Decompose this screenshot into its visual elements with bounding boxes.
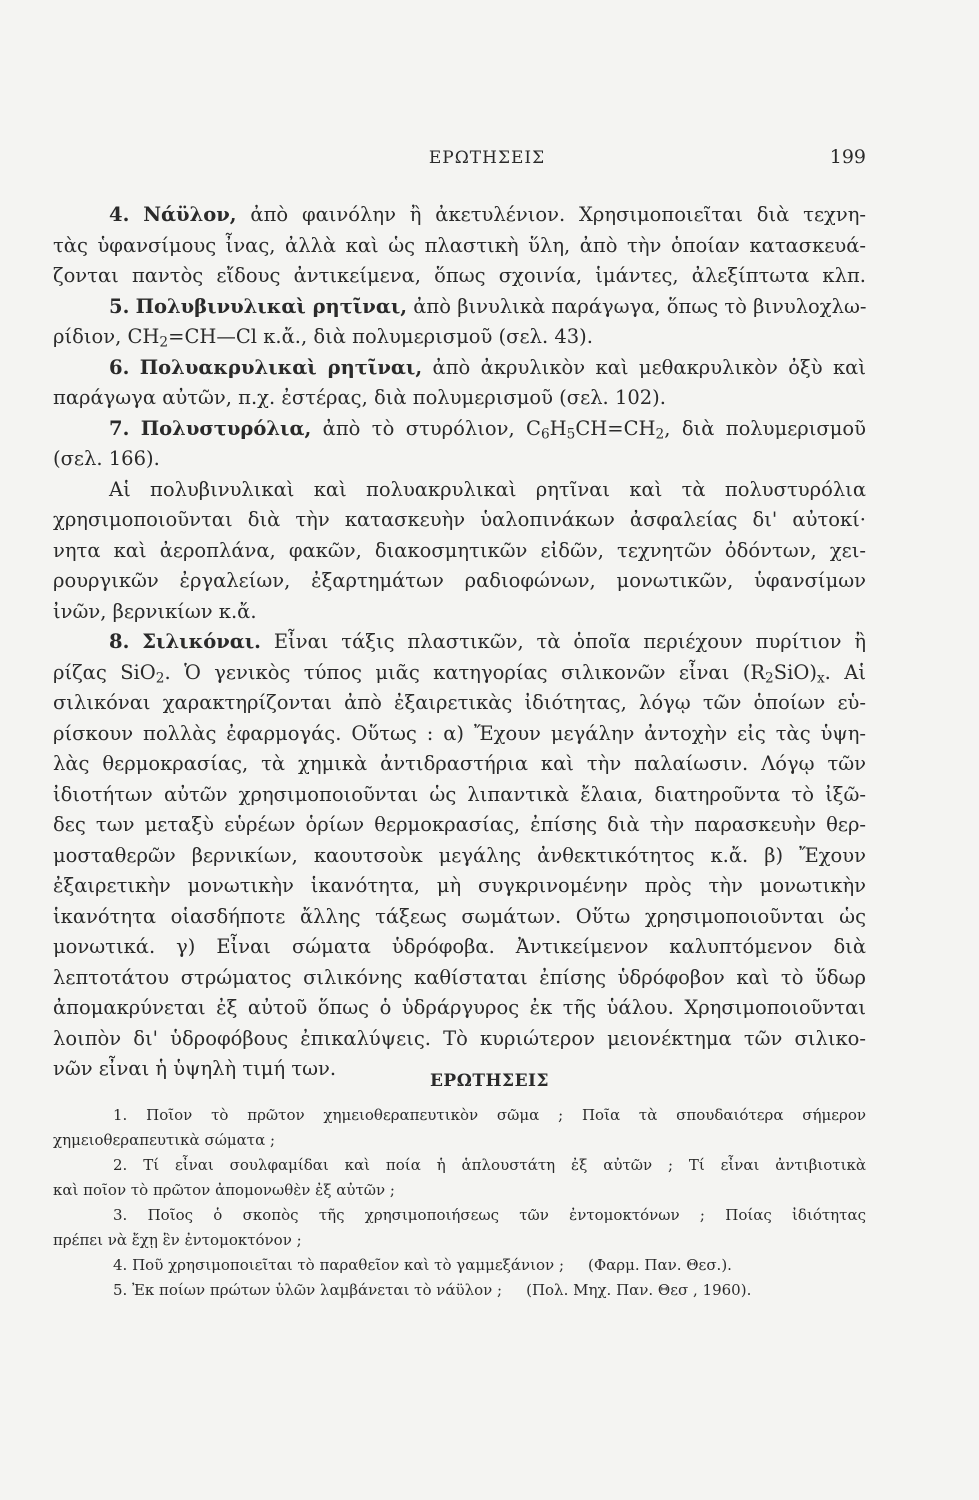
question-source: (Πολ. Μηχ. Παν. Θεσ , 1960).: [526, 1281, 752, 1299]
item-5-title: Πολυβινυλικαὶ ρητῖναι,: [135, 294, 408, 318]
text-line: ἀπομακρύνεται ἐξ αὐτοῦ ὅπως ὁ ὑδράργυρος ἐκ τῆς ὑάλου. Χρησιμοποιοῦνται: [53, 996, 866, 1019]
formula-part: . Ὁ γενικὸς τύπος μιᾶς κατηγορίας σιλικονῶν εἶναι (R: [164, 660, 766, 684]
subscript: x: [816, 669, 825, 686]
text-line: ρίσκουν πολλὰς ἐφαρμογάς. Οὕτως : α) Ἔχουν μεγάλην ἀντοχὴν εἰς τὰς ὑψη-: [53, 721, 866, 745]
question-number: 5.: [113, 1281, 128, 1299]
text-line: σιλικόναι χαρακτηρίζονται ἀπὸ ἐξαιρετικὰς ἰδιότητας, λόγῳ τῶν ὁποίων εὑ-: [53, 691, 866, 714]
question-2: [53, 1153, 866, 1178]
question-number: 4.: [113, 1256, 128, 1274]
text-line: (σελ. 166).: [53, 447, 160, 470]
formula-part: ρίδιον, CH: [53, 325, 160, 348]
subscript: 2: [159, 334, 169, 351]
formula-part: =CH—Cl κ.ἄ., διὰ πολυμερισμοῦ (σελ. 43).: [168, 325, 593, 348]
text-line: [53, 658, 866, 689]
item-7-number: 7.: [109, 416, 130, 440]
subscript: 2: [155, 669, 165, 686]
text-line: τὰς ὑφανσίμους ἶνας, ἀλλὰ καὶ ὡς πλαστικὴ ὕλη, ἀπὸ τὴν ὁποίαν κατασκευά-: [53, 233, 866, 257]
formula-part: SiO): [773, 660, 817, 684]
question-2-cont: καὶ ποῖον τὸ πρῶτον ἀπομονωθὲν ἐξ αὐτῶν ;: [53, 1181, 395, 1199]
text-line: ἐξαιρετικὴν μονωτικὴν ἱκανότητα, μὴ συγκρινομένην πρὸς τὴν μονωτικὴν: [53, 874, 866, 897]
text-line: λεπτοτάτου στρώματος σιλικόνης καθίσταται ἐπίσης ὑδρόφοβον καὶ τὸ ὕδωρ: [53, 965, 866, 989]
questions-heading: ΕΡΩΤΗΣΕΙΣ: [429, 1071, 550, 1091]
main-text: [53, 200, 866, 1085]
text-line: [53, 322, 866, 353]
formula-part: . Αἱ: [824, 660, 866, 684]
item-6-text: ἀπὸ ἀκρυλικὸν καὶ μεθακρυλικὸν ὀξὺ καὶ: [432, 355, 866, 379]
item-8-title: Σιλικόναι.: [142, 630, 261, 653]
item-5-number: 5.: [109, 294, 130, 318]
item-4-number: 4.: [109, 203, 130, 226]
question-number: 1.: [113, 1106, 128, 1124]
question-1-cont: χημειοθεραπευτικὰ σώματα ;: [53, 1131, 276, 1149]
page-number: 199: [829, 146, 866, 168]
item-7-title: Πολυστυρόλια,: [140, 416, 312, 440]
subscript: 2: [655, 425, 665, 442]
item-6-title: Πολυακρυλικαὶ ρητῖναι,: [139, 355, 423, 379]
text-line: ἱκανότητα οἱασδήποτε ἄλλης τάξεως σωμάτων. Οὕτω χρησιμοποιοῦνται ὡς: [53, 904, 866, 928]
text-line: ζονται παντὸς εἴδους ἀντικείμενα, ὅπως σχοινία, ἱμάντες, ἀλεξίπτωτα κλπ.: [53, 264, 866, 287]
text-line: χρησιμοποιοῦνται διὰ τὴν κατασκευὴν ὑαλοπινάκων ἀσφαλείας δι' αὐτοκί·: [53, 508, 866, 531]
question-3-cont: πρέπει νὰ ἔχῃ ἓν ἐντομοκτόνον ;: [53, 1231, 302, 1249]
formula-part: ἀπὸ τὸ στυρόλιον, C: [322, 416, 541, 440]
text-line: ἰνῶν, βερνικίων κ.ἄ.: [53, 599, 257, 623]
item-8-text: Εἶναι τάξις πλαστικῶν, τὰ ὁποῖα περιέχουν πυρίτιον ἢ: [273, 630, 867, 653]
item-4-title: Νάϋλον,: [143, 203, 237, 226]
item-6-line: [53, 353, 866, 384]
question-1: [53, 1103, 866, 1128]
running-title: ΕΡΩΤΗΣΕΙΣ: [428, 148, 546, 168]
question-4: [53, 1253, 866, 1278]
question-text: Ποῖον τὸ πρῶτον χημειοθεραπευτικὸν σῶμα ; Ποῖα τὰ σπουδαιότερα σήμερον: [146, 1106, 867, 1124]
formula-part: CH=CH: [575, 416, 656, 440]
text-line: νητα καὶ ἀεροπλάνα, φακῶν, διακοσμητικῶν εἰδῶν, τεχνητῶν ὀδόντων, χει-: [53, 538, 866, 562]
item-4-line: [53, 200, 866, 231]
text-line: δες των μεταξὺ εὑρέων ὁρίων θερμοκρασίας, ἐπίσης διὰ τὴν παρασκευὴν θερ-: [53, 813, 866, 836]
item-7-line: [53, 414, 866, 445]
question-number: 3.: [113, 1206, 128, 1224]
item-6-number: 6.: [109, 355, 130, 379]
question-3: [53, 1203, 866, 1228]
question-source: (Φαρμ. Παν. Θεσ.).: [588, 1256, 732, 1274]
text-line: νῶν εἶναι ἡ ὑψηλὴ τιμή των.: [53, 1057, 337, 1080]
subscript: 6: [540, 425, 550, 442]
item-7-text: [323, 417, 866, 440]
item-8-line: [53, 627, 866, 658]
subscript: 2: [765, 669, 774, 686]
item-5-text: ἀπὸ βινυλικὰ παράγωγα, ὅπως τὸ βινυλοχλω-: [413, 294, 867, 318]
subscript: 5: [566, 425, 576, 442]
item-8-number: 8.: [109, 630, 130, 653]
formula-part: ρίζας SiO: [53, 660, 156, 684]
question-text: Ποῦ χρησιμοποιεῖται τὸ παραθεῖον καὶ τὸ γαμμεξάνιον ;: [132, 1256, 564, 1274]
question-text: Ποῖος ὁ σκοπὸς τῆς χρησιμοποιήσεως τῶν ἐντομοκτόνων ; Ποίας ἰδιότητας: [147, 1206, 866, 1224]
text-line: λοιπὸν δι' ὑδροφόβους ἐπικαλύψεις. Τὸ κυριώτερον μειονέκτημα τῶν σιλικο-: [53, 1026, 866, 1050]
text-line: ἰδιοτήτων αὐτῶν χρησιμοποιοῦνται ὡς λιπαντικὰ ἔλαια, διατηροῦντα τὸ ἰξῶ-: [53, 782, 866, 806]
text-line: μοσταθερῶν βερνικίων, καουτσοὺκ μεγάλης ἀνθεκτικότητος κ.ἄ. β) Ἔχουν: [53, 843, 866, 867]
text-line: παράγωγα αὐτῶν, π.χ. ἐστέρας, διὰ πολυμερισμοῦ (σελ. 102).: [53, 386, 666, 409]
question-text: Ἐκ ποίων πρώτων ὑλῶν λαμβάνεται τὸ νάϋλον ;: [132, 1281, 503, 1299]
questions-list: [53, 1103, 866, 1303]
question-5: [53, 1278, 866, 1303]
formula-part: , διὰ πολυμερισμοῦ: [664, 416, 866, 440]
text-line: ρουργικῶν ἐργαλείων, ἐξαρτημάτων ραδιοφώνων, μονωτικῶν, ὑφανσίμων: [53, 569, 866, 592]
question-text: Τί εἶναι σουλφαμίδαι καὶ ποία ἡ ἁπλουστάτη ἐξ αὐτῶν ; Τί εἶναι ἀντιβιοτικὰ: [143, 1156, 866, 1174]
formula-part: H: [549, 416, 567, 440]
item-4-text: ἀπὸ φαινόλην ἢ ἀκετυλένιον. Χρησιμοποιεῖται διὰ τεχνη-: [250, 203, 866, 226]
question-number: 2.: [113, 1156, 128, 1174]
item-5-line: [53, 292, 866, 323]
page-header: [108, 146, 866, 172]
text-line: Αἱ πολυβινυλικαὶ καὶ πολυακρυλικαὶ ρητῖναι καὶ τὰ πολυστυρόλια: [109, 477, 866, 501]
text-line: λὰς θερμοκρασίας, τὰ χημικὰ ἀντιδραστήρια καὶ τὴν παλαίωσιν. Λόγῳ τῶν: [53, 752, 866, 775]
text-line: μονωτικά. γ) Εἶναι σώματα ὑδρόφοβα. Ἀντικείμενον καλυπτόμενον διὰ: [53, 935, 866, 958]
